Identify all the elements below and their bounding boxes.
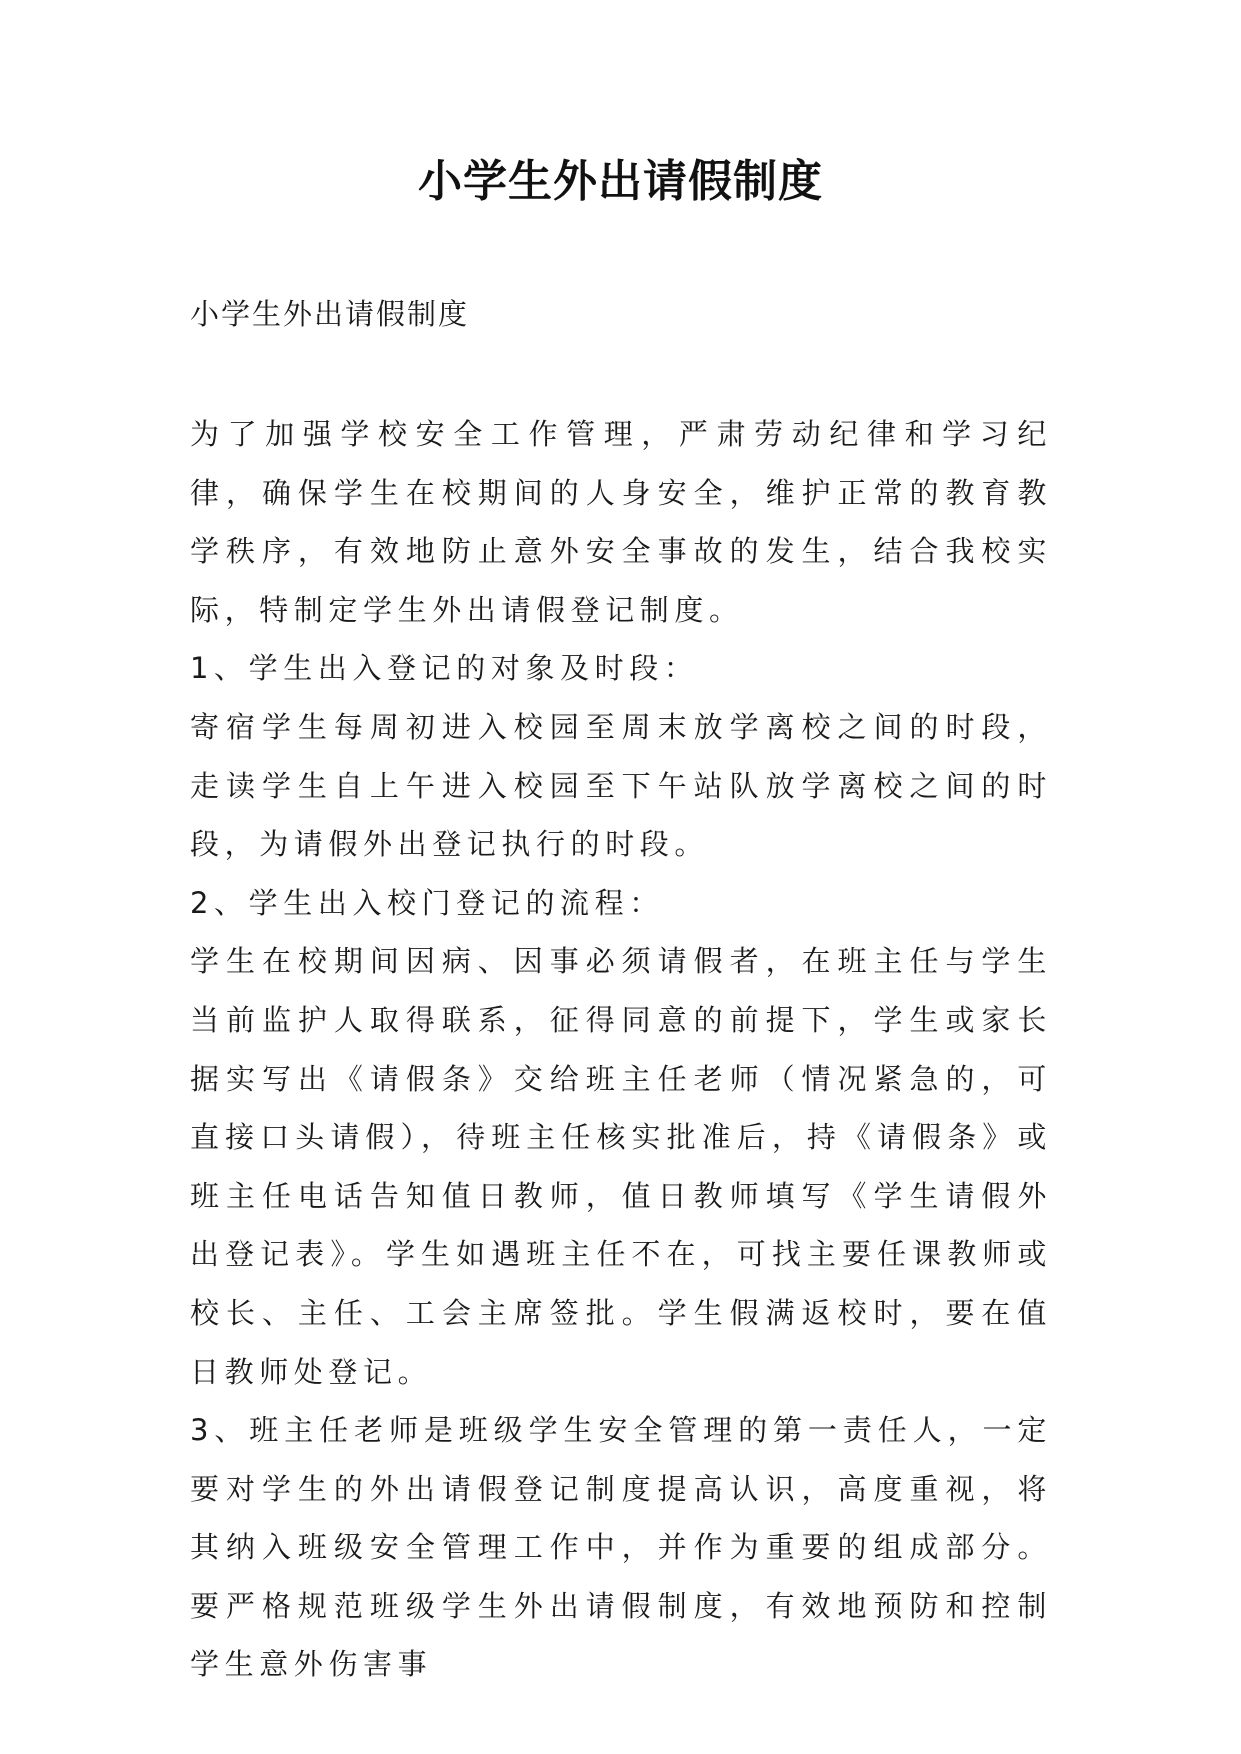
paragraph-section-3: 3、班主任老师是班级学生安全管理的第一责任人，一定要对学生的外出请假登记制度提高认识，高度重视，将其纳入班级安全管理工作中，并作为重要的组成部分。要严格规范班级学生外出请假制度，有效地预防和控制学生意外伤害事 [190,1413,1052,1682]
paragraph-intro: 为了加强学校安全工作管理，严肃劳动纪律和学习纪律，确保学生在校期间的人身安全，维护正常的教育教学秩序，有效地防止意外安全事故的发生，结合我校实际，特制定学生外出请假登记制度。 [190,417,1052,627]
document-title: 小学生外出请假制度 [418,156,823,207]
document-subtitle: 小学生外出请假制度 [190,297,470,331]
document-body [190,405,1052,1694]
paragraph-section-2: 学生在校期间因病、因事必须请假者，在班主任与学生当前监护人取得联系，征得同意的前提下，学生或家长据实写出《请假条》交给班主任老师（情况紧急的，可直接口头请假），待班主任核实批准后，持《请假条》或班主任电话告知值日教师，值日教师填写《学生请假外出登记表》。学生如遇班主任不在，可找主要任课教师或校长、主任、工会主席签批。学生假满返校时，要在值日教师处登记。 [190,944,1052,1389]
paragraph-heading-2: 2、学生出入校门登记的流程： [190,885,664,920]
paragraph-heading-1: 1、学生出入登记的对象及时段： [190,651,699,686]
paragraph-section-1: 寄宿学生每周初进入校园至周末放学离校之间的时段，走读学生自上午进入校园至下午站队放学离校之间的时段，为请假外出登记执行的时段。 [190,709,1052,862]
